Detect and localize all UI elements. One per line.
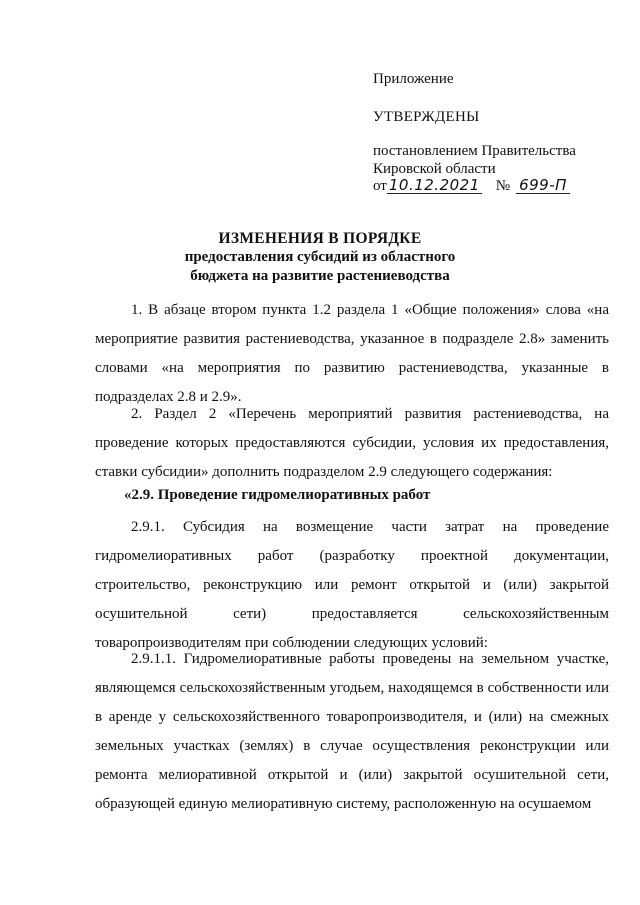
section-2-9-heading: «2.9. Проведение гидромелиоративных работ	[124, 487, 431, 503]
paragraph-4: 2.9.1.1. Гидромелиоративные работы проведены на земельном участке, являющемся сельскохозяйственным угодьем, находящемся в собственности или в аренде у сельскохозяйственного товаропроизводителя, и (или) на смежных земельных участках (землях) в случае осуществления реконструкции или ремонта мелиоративной открытой и (или) закрытой осушительной сети, образующей единую мелиоративную систему, расположенную на осушаемом	[95, 651, 609, 812]
title-sub-line-1: предоставления субсидий из областного	[184, 249, 456, 265]
paragraph-2-block	[95, 400, 609, 487]
number-prefix: №	[495, 178, 511, 194]
approved-label: УТВЕРЖДЕНЫ	[373, 109, 480, 125]
paragraph-4-block	[95, 645, 609, 819]
handwritten-number: 699-П	[516, 178, 570, 194]
document-title	[0, 229, 640, 286]
paragraph-2: 2. Раздел 2 «Перечень мероприятий развития растениеводства, на проведение которых предоставляются субсидии, условия их предоставления, ставки субсидии» дополнить подразделом 2.9 следующего содержания:	[95, 406, 609, 480]
title-sub-line-2: бюджета на развитие растениеводства	[190, 268, 450, 284]
paragraph-1-block	[95, 296, 609, 412]
paragraph-3: 2.9.1. Субсидия на возмещение части затрат на проведение гидромелиоративных работ (разработку проектной документации, строительство, реконструкцию или ремонт открытой и (или) закрытой осушительной сети) предоставляется сельскохозяйственным товаропроизводителям при соблюдении следующих условий:	[95, 519, 609, 651]
paragraph-3-block	[95, 513, 609, 658]
decree-line-1: постановлением Правительства	[373, 143, 576, 159]
handwritten-date: 10.12.2021	[388, 176, 480, 194]
decree-date-line	[373, 177, 570, 195]
date-prefix: от	[373, 178, 387, 194]
appendix-label: Приложение	[373, 71, 454, 87]
decree-line-2: Кировской области	[373, 161, 496, 177]
paragraph-1: 1. В абзаце втором пункта 1.2 раздела 1 «Общие положения» слова «на мероприятие развития растениеводства, указанное в подразделе 2.8» заменить словами «на мероприятия по развитию растениеводства, указанные в подразделах 2.8 и 2.9».	[95, 302, 609, 405]
title-main: ИЗМЕНЕНИЯ В ПОРЯДКЕ	[218, 230, 422, 247]
